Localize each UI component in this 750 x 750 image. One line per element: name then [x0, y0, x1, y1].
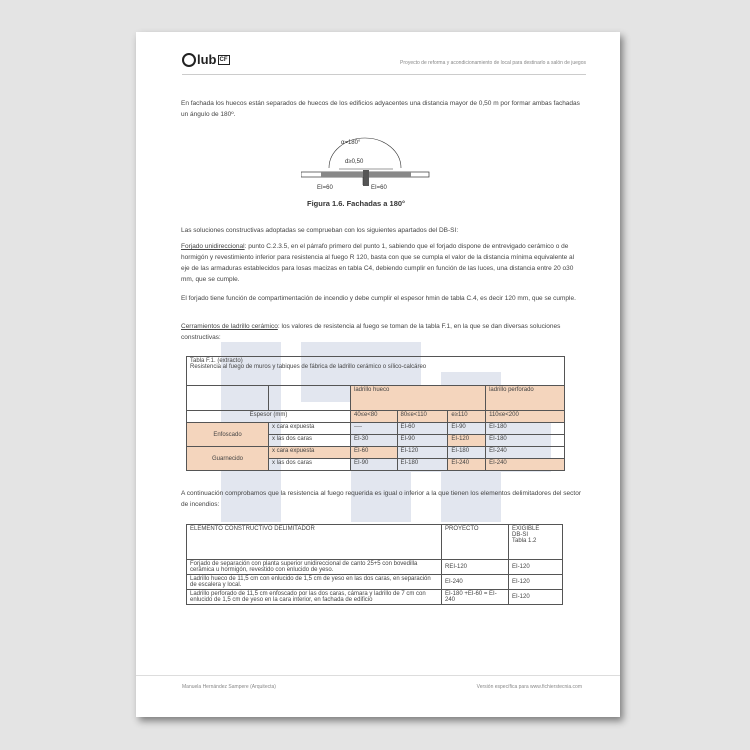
table-cell: ---- [351, 423, 398, 435]
header-divider [182, 74, 586, 75]
page-header [182, 52, 586, 72]
forjado-paragraph: Forjado unidireccional: punto C.2.3.5, en el párrafo primero del punto 1, sabiendo que el forjado dispone de entrevigado cerámico o de hormigón y revestimiento inferior para resistencia al fuego R 120, basta con que se cumpla el valor de la distancia mínima equivalente al eje de las armaduras establecidos para losas macizas en tabla C4, debiendo cumplir en función de las luces, una distancia entre 20 o30 mm, que se cumple. [181, 243, 575, 283]
table-cell: EI-90 [448, 423, 486, 435]
table-row: Forjado de separación con planta superior unidireccional de canto 25+5 con bovedilla cerámica u hormigón, revestido con enlucido de yeso. REI-120 EI-120 [187, 560, 563, 575]
delimiting-elements-table [186, 524, 563, 605]
table-cell: EI-60 [397, 423, 448, 435]
cerramientos-paragraph: Cerramientos de ladrillo cerámico: los valores de resistencia al fuego se toman de la tabla F.1, en la que se dan diversas soluciones constructivas: [181, 323, 561, 341]
footer-divider [136, 675, 620, 676]
table1-group-enfoscado: Enfoscado [187, 423, 269, 447]
forjado-heading: Forjado unidireccional [181, 243, 245, 250]
fire-resistance-table: Tabla F.1. (extracto) Resistencia al fuego de muros y tabiques de fábrica de ladrillo cerámico o sílico-calcáreo ladrillo hueco ladrillo perforado Espesor (mm) 40≤e<80 80≤e<110 e≥110 110≤e<200 Enfoscado x cara expuesta ---- EI-60 EI-90 EI-180 x las dos caras EI-30 EI-90 EI-120 EI-180 Guarnecido x cara expuesta EI-60 EI-120 EI-180 EI-240 x las dos caras EI-90 EI-180 EI-240 EI-240 [186, 356, 565, 471]
table-cell: EI-180 [448, 447, 486, 459]
table-cell: EI-120 [397, 447, 448, 459]
forjado-paragraph-2: El forjado tiene función de compartimentación de incendio y debe cumplir el espesor hmin de tabla C.4, es decir 120 mm, que se cumple. [181, 295, 576, 302]
footer-author: Manuela Hernández Sampere (Arquitecta) [182, 684, 276, 690]
intro-paragraph: En fachada los huecos están separados de huecos de los edificios adyacentes una distancia mayor de 0,50 m por formar ambas fachadas un ángulo de 180º. [181, 100, 580, 118]
figure-right-label: EI=60 [371, 185, 387, 191]
table-cell: EI-30 [351, 435, 398, 447]
club-logo: lub CF [182, 52, 230, 67]
table1-perforado-header: ladrillo perforado [486, 386, 565, 411]
table1-espesor-label: Espesor (mm) [187, 411, 351, 423]
table-cell: EI-240 [448, 459, 486, 471]
table2-header-proyecto: PROYECTO [442, 525, 509, 560]
figure-caption: Figura 1.6. Fachadas a 180° [307, 199, 406, 208]
conclusion-paragraph: A continuación comprobamos que la resistencia al fuego requerida es igual o inferior a la que tienen los elementos delimitadores del sector de incendios: [181, 490, 581, 508]
figure-left-label: EI=60 [317, 185, 333, 191]
table-cell: EI-180 [486, 435, 565, 447]
table-cell: EI-60 [351, 447, 398, 459]
logo-c-icon [182, 53, 196, 67]
table-row: Ladrillo hueco de 11,5 cm con enlucido de 1,5 cm de yeso en las dos caras, en separación de escalera y local. EI-240 EI-120 [187, 575, 563, 590]
figure-angle-label: α=180° [341, 140, 361, 146]
table-cell: EI-240 [486, 459, 565, 471]
cerramientos-heading: Cerramientos de ladrillo cerámico [181, 323, 278, 330]
footer-version: Versión específica para www.fichierstecnia.com [476, 684, 582, 690]
table2-header-elemento: ELEMENTO CONSTRUCTIVO DELIMITADOR [187, 525, 442, 560]
table-row: Ladrillo perforado de 11,5 cm enfoscado por las dos caras, cámara y ladrillo de 7 cm con enlucido de 1,5 cm de yeso en la cara interior, en fachada de edificio EI-180 +EI-60 = EI-240 EI-120 [187, 590, 563, 605]
table-cell: EI-180 [397, 459, 448, 471]
table1-title-cell: Tabla F.1. (extracto) Resistencia al fuego de muros y tabiques de fábrica de ladrillo cerámico o sílico-calcáreo [187, 357, 565, 386]
table-cell: EI-90 [397, 435, 448, 447]
solutions-intro: Las soluciones constructivas adoptadas se comprueban con los siguientes apartados del DB-SI: [181, 227, 459, 234]
table-cell: EI-240 [486, 447, 565, 459]
table-cell: EI-90 [351, 459, 398, 471]
table1-group-guarnecido: Guarnecido [187, 447, 269, 471]
table-cell: EI-120 [448, 435, 486, 447]
header-title: Proyecto de reforma y acondicionamiento de local para destinarlo a salón de juegos [400, 60, 586, 66]
table-cell: EI-180 [486, 423, 565, 435]
figure-distance-label: d≥0,50 [345, 159, 364, 165]
figure-facades-diagram [301, 135, 431, 197]
table2-header-exigible: EXIGIBLE DB-SI Tabla 1.2 [509, 525, 563, 560]
document-page [136, 32, 620, 717]
table1-hueco-header: ladrillo hueco [351, 386, 486, 411]
